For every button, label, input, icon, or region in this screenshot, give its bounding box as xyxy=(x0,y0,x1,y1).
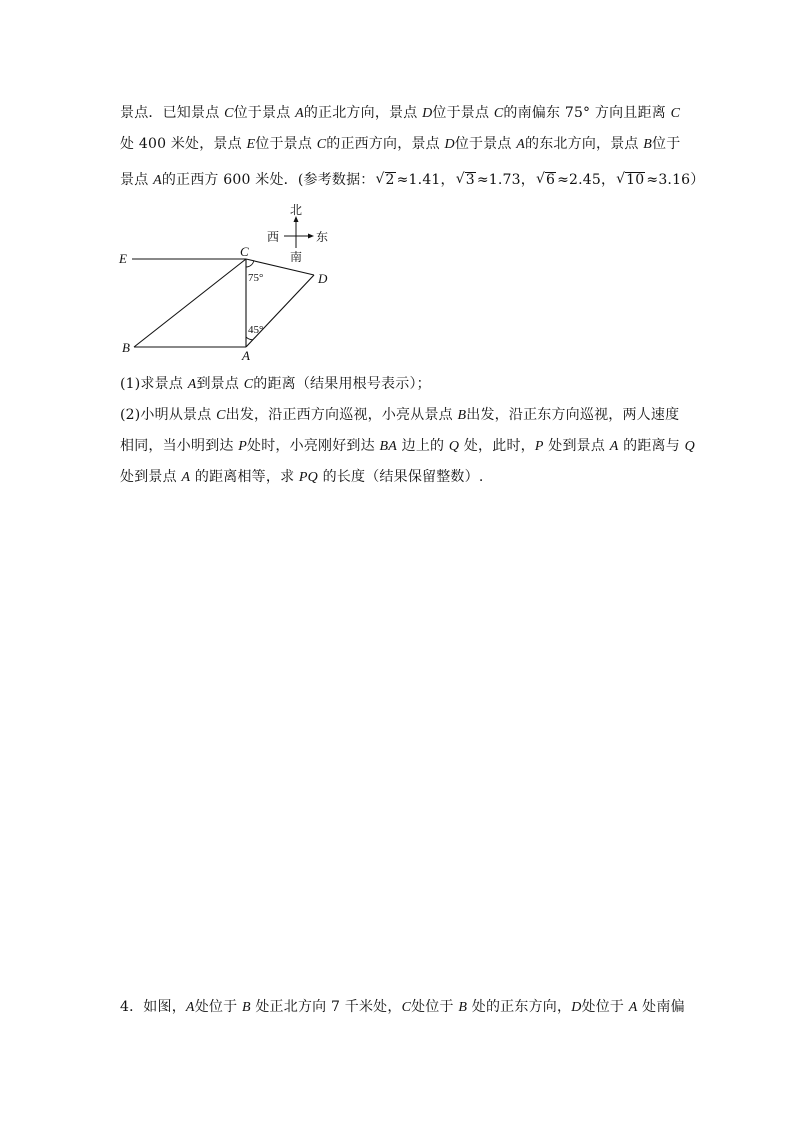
compass-east: 东 xyxy=(316,230,329,244)
text: 的长度（结果保留整数）. xyxy=(317,469,484,485)
question-2-line2 xyxy=(120,436,695,457)
point-label: B xyxy=(643,137,653,152)
angle-label-75: 75° xyxy=(248,272,264,284)
text: 到景点 xyxy=(196,376,244,392)
text: 景点 xyxy=(120,172,154,188)
sqrt-6 xyxy=(536,170,556,190)
radicand: 6 xyxy=(545,172,556,188)
label-b: B xyxy=(122,340,130,355)
text: 景点．已知景点 xyxy=(120,105,225,121)
question-2-line1 xyxy=(120,405,682,426)
text: 的正西方向，景点 xyxy=(326,136,445,152)
text: ≈1.41， xyxy=(396,172,455,188)
point-label: B xyxy=(241,1000,251,1015)
point-label: A xyxy=(181,470,191,485)
label-a: A xyxy=(242,348,250,363)
text: 的距离与 xyxy=(618,438,685,454)
text: 位于景点 xyxy=(432,105,494,121)
text: 处位于 xyxy=(411,999,459,1015)
text: 的南偏东 75° 方向且距离 xyxy=(503,105,671,121)
compass-west: 西 xyxy=(267,230,280,244)
point-label: D xyxy=(422,106,433,121)
label-c: C xyxy=(240,244,249,259)
figure-svg xyxy=(112,198,342,368)
text: 4．如图， xyxy=(120,999,186,1015)
text: 处到景点 xyxy=(120,469,182,485)
text: 处位于 xyxy=(194,999,242,1015)
text: 处时，小亮刚好到达 xyxy=(247,438,380,454)
east-arrow-icon xyxy=(308,234,314,239)
text: 相同，当小明到达 xyxy=(120,438,239,454)
point-label: D xyxy=(444,137,455,152)
text: ≈1.73， xyxy=(476,172,535,188)
point-label: A xyxy=(185,1000,195,1015)
question-1 xyxy=(120,374,682,395)
text: ≈3.16） xyxy=(646,172,705,188)
text: 位于景点 xyxy=(454,136,517,152)
text: 的东北方向，景点 xyxy=(525,136,644,152)
text: 的正北方向，景点 xyxy=(303,105,423,121)
problem3-line2 xyxy=(120,134,682,155)
point-label: C xyxy=(401,1000,412,1015)
text: 出发，沿正西方向巡视，小亮从景点 xyxy=(225,407,458,423)
text: 边上的 xyxy=(396,438,449,454)
point-label: Q xyxy=(684,439,695,454)
point-label: A xyxy=(609,439,619,454)
point-label: A xyxy=(516,137,526,152)
segment-label: PQ xyxy=(298,470,318,485)
radicand: 2 xyxy=(385,172,395,188)
text: 处位于 xyxy=(581,999,629,1015)
point-label: C xyxy=(670,106,681,121)
point-label: A xyxy=(153,173,162,188)
compass xyxy=(267,203,328,264)
text: 处的正东方向， xyxy=(467,999,572,1015)
text: 处南偏 xyxy=(637,999,685,1015)
point-label: C xyxy=(224,106,234,121)
problem3-line3 xyxy=(120,170,705,191)
text: 处到景点 xyxy=(543,438,610,454)
point-label: A xyxy=(295,106,304,121)
sqrt-10 xyxy=(616,170,645,190)
point-label: A xyxy=(187,377,197,392)
label-d: D xyxy=(318,271,328,286)
point-label: A xyxy=(628,1000,638,1015)
point-label: B xyxy=(458,1000,468,1015)
question-2-line3 xyxy=(120,467,682,488)
point-label: E xyxy=(246,137,256,152)
text: 位于景点 xyxy=(255,136,317,152)
angle-arc-a xyxy=(246,337,253,340)
text: 的正西方 600 米处．(参考数据： xyxy=(161,172,375,188)
radicand: 3 xyxy=(465,172,475,188)
geometry-figure xyxy=(112,198,342,368)
point-label: C xyxy=(216,408,226,423)
segment-label: BA xyxy=(379,439,397,454)
compass-south: 南 xyxy=(290,250,303,264)
point-label: B xyxy=(457,408,467,423)
segment-bc xyxy=(134,259,246,347)
label-e: E xyxy=(119,251,127,266)
text: 处 400 米处，景点 xyxy=(120,136,247,152)
text: 处，此时， xyxy=(459,438,535,454)
text: 处正北方向 7 千米处， xyxy=(250,999,402,1015)
text: 的距离（结果用根号表示）； xyxy=(253,376,431,392)
point-label: Q xyxy=(448,439,460,454)
problem4-line1 xyxy=(120,997,685,1018)
text: ≈2.45， xyxy=(557,172,616,188)
sqrt-3 xyxy=(456,170,476,190)
angle-label-45: 45° xyxy=(248,324,264,336)
text: (2)小明从景点 xyxy=(120,407,217,423)
angle-arc-c xyxy=(246,261,254,267)
compass-north: 北 xyxy=(290,203,303,217)
text: 位于景点 xyxy=(233,105,296,121)
segment-da xyxy=(246,275,314,347)
point-label: C xyxy=(493,106,504,121)
point-label: P xyxy=(534,439,544,454)
point-label: D xyxy=(571,1000,582,1015)
point-label: C xyxy=(316,137,327,152)
text: 位于 xyxy=(652,136,681,152)
point-label: P xyxy=(238,439,248,454)
text: 出发，沿正东方向巡视，两人速度 xyxy=(466,407,680,423)
problem3-line1 xyxy=(120,103,682,124)
point-label: C xyxy=(243,377,254,392)
radicand: 10 xyxy=(626,172,645,188)
sqrt-2 xyxy=(376,170,396,190)
text: (1)求景点 xyxy=(120,376,188,392)
text: 的距离相等，求 xyxy=(190,469,299,485)
